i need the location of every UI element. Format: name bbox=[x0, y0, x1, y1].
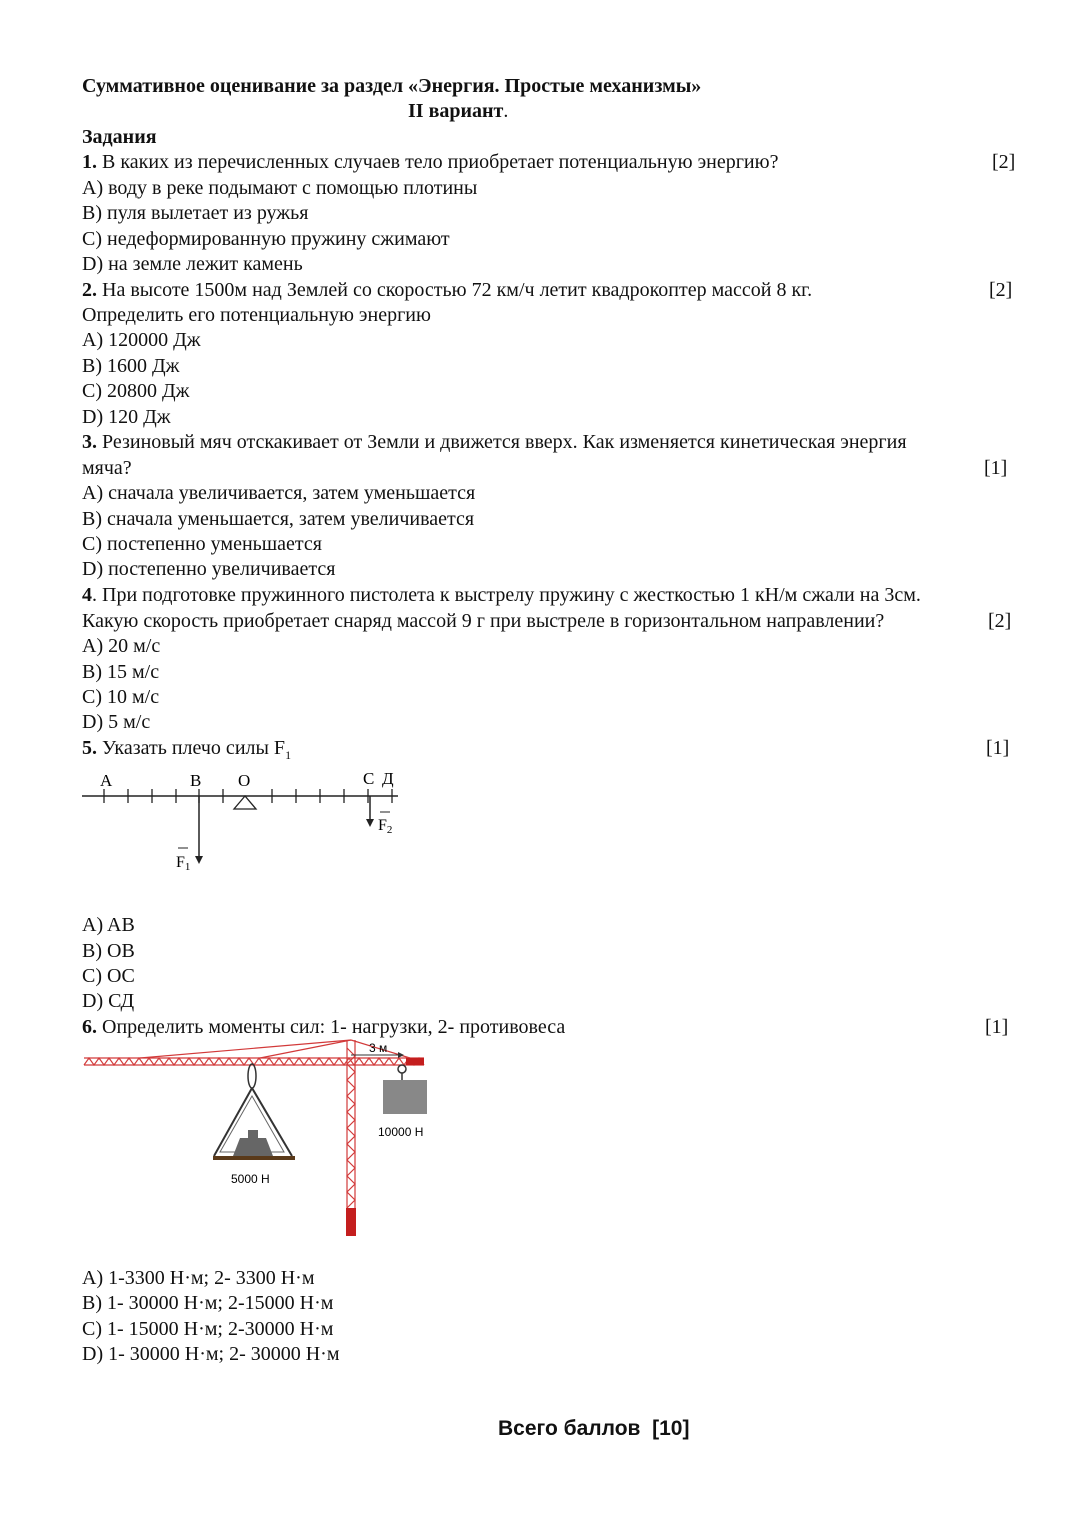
q3-option-a: A) сначала увеличивается, затем уменьшается bbox=[82, 482, 476, 504]
fulcrum-icon bbox=[234, 796, 256, 809]
question-5-number: 5. bbox=[82, 737, 97, 759]
counter-jib-end bbox=[406, 1058, 424, 1065]
q4-option-b: B) 15 м/с bbox=[82, 661, 160, 683]
question-3-text: Резиновый мяч отскакивает от Земли и движется вверх. Как изменяется кинетическая энергия bbox=[97, 431, 907, 453]
question-4-score: [2] bbox=[988, 610, 1012, 632]
question-1 bbox=[82, 150, 778, 174]
q1-option-b: B) пуля вылетает из ружья bbox=[82, 202, 309, 224]
force-f2-arrowhead-icon bbox=[366, 819, 374, 827]
q1-option-d: D) на земле лежит камень bbox=[82, 253, 303, 275]
counterweight-label: 10000 Н bbox=[378, 1125, 424, 1139]
question-6-text: Определить моменты сил: 1- нагрузки, 2- противовеса bbox=[97, 1016, 566, 1038]
q5-option-c: C) OC bbox=[82, 965, 135, 987]
question-5-score: [1] bbox=[986, 737, 1010, 759]
q1-option-a: A) воду в реке подымают с помощью плотины bbox=[82, 177, 478, 199]
distance-arrow-icon bbox=[398, 1052, 404, 1058]
crane-base bbox=[346, 1208, 356, 1236]
question-3-score: [1] bbox=[984, 457, 1008, 479]
label-a: A bbox=[100, 771, 113, 790]
q1-option-c: C) недеформированную пружину сжимают bbox=[82, 228, 450, 250]
question-3-text-line2: мяча? bbox=[82, 457, 132, 479]
force-f1-label: F1 bbox=[176, 854, 191, 873]
question-4-text-line2: Какую скорость приобретает снаряд массой 9 г при выстреле в горизонтальном направлении? bbox=[82, 610, 885, 632]
total-score bbox=[498, 1417, 689, 1441]
question-3 bbox=[82, 430, 907, 454]
q6-option-d: D) 1- 30000 Н·м; 2- 30000 Н·м bbox=[82, 1343, 340, 1365]
label-b: B bbox=[190, 771, 202, 790]
question-4-text: . При подготовке пружинного пистолета к выстрелу пружину с жесткостью 1 кН/м сжали на 3см. bbox=[92, 584, 921, 606]
q2-option-a: A) 120000 Дж bbox=[82, 329, 201, 351]
label-d: Д bbox=[382, 769, 394, 788]
lever-diagram bbox=[78, 764, 408, 874]
label-c: С bbox=[363, 769, 375, 788]
q4-option-d: D) 5 м/с bbox=[82, 711, 151, 733]
q5-option-d: D) СД bbox=[82, 990, 135, 1012]
force-f1-arrowhead-icon bbox=[195, 856, 203, 864]
q3-option-d: D) постепенно увеличивается bbox=[82, 558, 336, 580]
force-f2-label: F2 bbox=[378, 817, 393, 836]
question-4 bbox=[82, 583, 921, 607]
question-5-text: Указать плечо силы F bbox=[97, 737, 286, 759]
question-5 bbox=[82, 736, 291, 767]
question-6 bbox=[82, 1015, 565, 1039]
question-2-text-line2: Определить его потенциальную энергию bbox=[82, 304, 431, 326]
crane-diagram bbox=[80, 1038, 440, 1240]
variant-heading bbox=[408, 99, 508, 123]
load-platform bbox=[213, 1156, 295, 1160]
q6-option-c: C) 1- 15000 Н·м; 2-30000 Н·м bbox=[82, 1318, 334, 1340]
load-weight bbox=[233, 1138, 273, 1156]
question-1-score: [2] bbox=[992, 151, 1016, 173]
label-o: O bbox=[238, 771, 251, 790]
question-2 bbox=[82, 278, 812, 302]
question-1-number: 1. bbox=[82, 151, 97, 173]
load-hook-icon bbox=[248, 1064, 256, 1088]
question-2-score: [2] bbox=[989, 279, 1013, 301]
q6-option-a: A) 1-3300 Н·м; 2- 3300 Н·м bbox=[82, 1267, 315, 1289]
question-2-text: На высоте 1500м над Землей со скоростью 72 км/ч летит квадрокоптер массой 8 кг. bbox=[97, 279, 813, 301]
question-6-number: 6. bbox=[82, 1016, 97, 1038]
worksheet-title: Суммативное оценивание за раздел «Энергия. Простые механизмы» bbox=[82, 75, 702, 97]
question-4-number: 4 bbox=[82, 584, 92, 606]
question-2-number: 2. bbox=[82, 279, 97, 301]
q3-option-b: B) сначала уменьшается, затем увеличивается bbox=[82, 508, 475, 530]
question-5-subscript: 1 bbox=[285, 748, 292, 762]
question-6-score: [1] bbox=[985, 1016, 1009, 1038]
question-3-number: 3. bbox=[82, 431, 97, 453]
q2-option-b: B) 1600 Дж bbox=[82, 355, 180, 377]
question-1-text: В каких из перечисленных случаев тело приобретает потенциальную энергию? bbox=[97, 151, 779, 173]
distance-label: 3 м bbox=[369, 1041, 388, 1055]
q4-option-c: C) 10 м/с bbox=[82, 686, 160, 708]
counterweight-hook-icon bbox=[398, 1065, 406, 1073]
variant-dot: . bbox=[503, 100, 509, 122]
q2-option-c: C) 20800 Дж bbox=[82, 380, 190, 402]
counterweight-block bbox=[383, 1080, 427, 1114]
total-score-label: Всего баллов bbox=[498, 1417, 641, 1440]
q2-option-d: D) 120 Дж bbox=[82, 406, 171, 428]
q6-option-b: B) 1- 30000 Н·м; 2-15000 Н·м bbox=[82, 1292, 334, 1314]
load-label: 5000 Н bbox=[231, 1172, 270, 1186]
q3-option-c: C) постепенно уменьшается bbox=[82, 533, 322, 555]
q5-option-a: A) AB bbox=[82, 914, 135, 936]
q4-option-a: A) 20 м/с bbox=[82, 635, 161, 657]
total-score-value: [10] bbox=[652, 1417, 690, 1440]
tasks-heading: Задания bbox=[82, 126, 157, 148]
variant-label: II вариант bbox=[408, 100, 504, 122]
q5-option-b: B) OB bbox=[82, 940, 135, 962]
